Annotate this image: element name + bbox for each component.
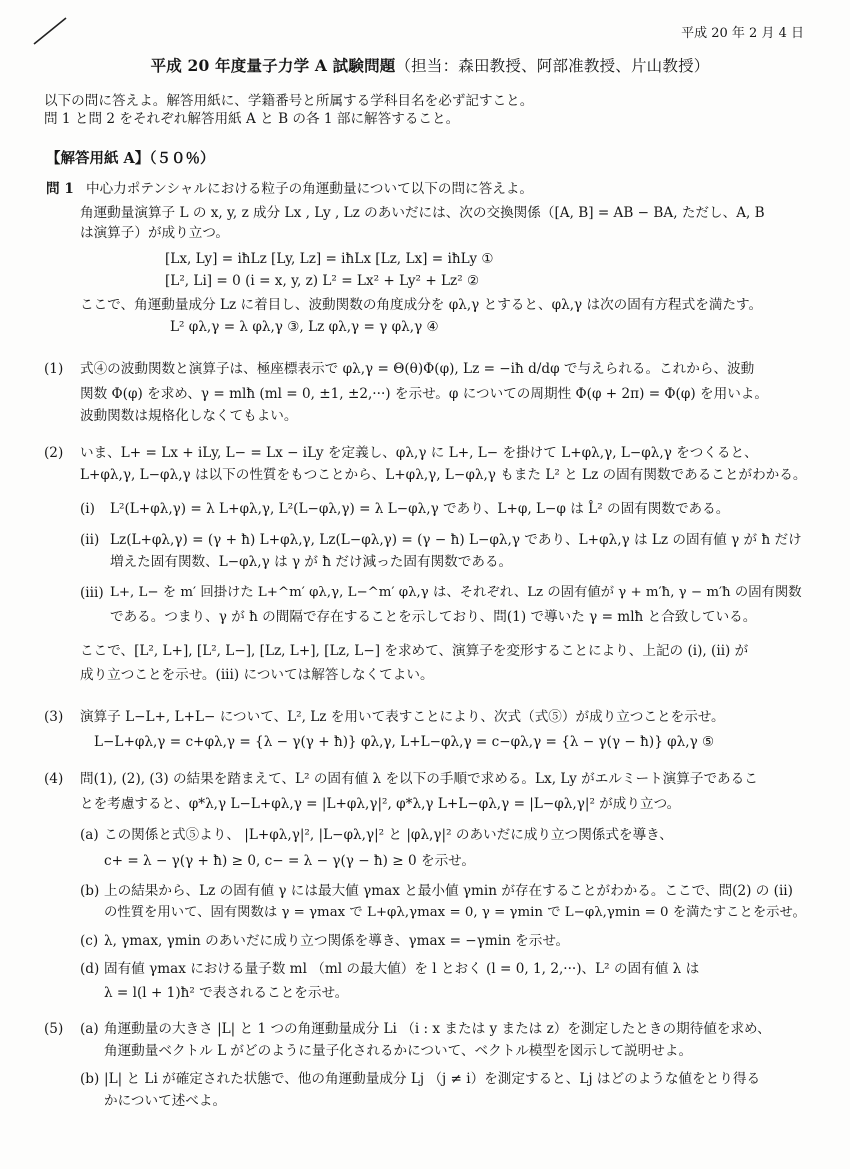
instruction-line-1: 以下の問に答えよ。解答用紙に、学籍番号と所属する学科目名を必ず記すこと。 (44, 93, 534, 109)
item-4-c-num: (c) (80, 933, 99, 949)
item-5-b-num: (b) (80, 1071, 100, 1087)
item-1-line-2: 関数 Φ(φ) を求め、γ = mlħ (ml = 0, ±1, ±2,···) を示せ。φ についての周期性 Φ(φ + 2π) = Φ(φ) を用いよ。 (80, 386, 768, 402)
item-4-a-num: (a) (80, 827, 99, 843)
item-2-ii-num: (ii) (80, 532, 100, 548)
eigen-equations: L² φλ,γ = λ φλ,γ ③, Lz φλ,γ = γ φλ,γ ④ (170, 319, 439, 335)
item-4-d-line-1: 固有値 γmax における量子数 ml （ml の最大値）を l とおく (l = 0, 1, 2,···)、L² の固有値 λ は (104, 961, 700, 977)
item-5-num: (5) (44, 1021, 64, 1037)
item-2-line-1: いま、L+ = Lx + iLy, L− = Lx − iLy を定義し、φλ,γ に L+, L− を掛けて L+φλ,γ, L−φλ,γ をつくると、 (80, 445, 758, 461)
item-5-a-num: (a) (80, 1021, 99, 1037)
item-2-ii-line-2: 増えた固有関数、L−φλ,γ は γ が ħ だけ減った固有関数である。 (110, 554, 513, 570)
problem-1-intro: 中心力ポテンシャルにおける粒子の角運動量について以下の問に答えよ。 (86, 181, 534, 197)
commutation-relation-1: [Lx, Ly] = iħLz [Ly, Lz] = iħLx [Lz, Lx] = iħLy ① (165, 251, 494, 267)
item-5-a-line-2: 角運動量ベクトル L がどのように量子化されるかについて、ベクトル模型を図示して説明せよ。 (104, 1043, 693, 1059)
item-3-equation-5: L−L+φλ,γ = c+φλ,γ = {λ − γ(γ + ħ)} φλ,γ, L+L−φλ,γ = c−φλ,γ = {λ − γ(γ − ħ)} φλ,γ ⑤ (94, 734, 715, 750)
exam-title (110, 54, 750, 76)
item-2-iii-num: (iii) (80, 585, 104, 601)
item-5-a-line-1: 角運動量の大きさ |L| と 1 つの角運動量成分 Li （i : x または y または z）を測定したときの期待値を求め、 (104, 1021, 771, 1037)
item-1-line-1: 式④の波動関数と演算子は、極座標表示で φλ,γ = Θ(θ)Φ(φ), Lz = −iħ d/dφ で与えられる。これから、波動 (80, 361, 755, 377)
item-4-b-line-1: 上の結果から、Lz の固有値 γ には最大値 γmax と最小値 γmin が存在することがわかる。ここで、問(2) の (ii) (104, 883, 793, 899)
item-2-num: (2) (44, 445, 64, 461)
item-2-i-line-1: L²(L+φλ,γ) = λ L+φλ,γ, L²(L−φλ,γ) = λ L−φλ,γ であり、L+φ, L−φ は L̂² の固有関数である。 (110, 501, 730, 517)
item-1-num: (1) (44, 361, 64, 377)
problem-1-label: 問 1 (46, 181, 74, 197)
item-2-iii-line-1: L+, L− を m′ 回掛けた L+^m′ φλ,γ, L−^m′ φλ,γ は、それぞれ、Lz の固有値が γ + m′ħ, γ − m′ħ の固有関数 (110, 585, 802, 600)
item-4-d-line-2: λ = l(l + 1)ħ² で表されることを示せ。 (104, 985, 349, 1001)
item-3-line-1: 演算子 L−L+, L+L− について、L², Lz を用いて表すことにより、次式（式⑤）が成り立つことを示せ。 (80, 709, 725, 725)
item-2-after-line-2: 成り立つことを示せ。(iii) については解答しなくてよい。 (80, 667, 434, 683)
problem-1-text-2: は演算子）が成り立つ。 (80, 225, 229, 241)
pen-stroke-mark (30, 14, 70, 48)
item-3-num: (3) (44, 709, 64, 725)
item-2-iii-line-2: である。つまり、γ が ħ の間隔で存在することを示しており、問(1) で導いた γ = mlħ と合致している。 (110, 609, 757, 625)
item-4-a-line-1: この関係と式⑤より、 |L+φλ,γ|², |L−φλ,γ|² と |φλ,γ|² のあいだに成り立つ関係式を導き、 (104, 827, 673, 843)
item-2-after-line-1: ここで、[L², L+], [L², L−], [Lz, L+], [Lz, L−] を求めて、演算子を変形することにより、上記の (i), (ii) が (80, 643, 749, 659)
item-5-b-line-2: かについて述べよ。 (104, 1093, 227, 1109)
exam-title-main: 平成 20 年度量子力学 A 試験問題 (150, 56, 396, 75)
item-4-b-num: (b) (80, 883, 100, 899)
item-2-ii-line-1: Lz(L+φλ,γ) = (γ + ħ) L+φλ,γ, Lz(L−φλ,γ) = (γ − ħ) L−φλ,γ であり、L+φλ,γ は Lz の固有値 γ が ħ だけ (110, 532, 802, 548)
item-2-i-num: (i) (80, 501, 95, 517)
item-4-num: (4) (44, 771, 64, 787)
instruction-line-2: 問 1 と問 2 をそれぞれ解答用紙 A と B の各 1 部に解答すること。 (44, 111, 460, 127)
item-4-b-line-2: の性質を用いて、固有関数は γ = γmax で L+φλ,γmax = 0, γ = γmin で L−φλ,γmin = 0 を満たすことを示せ。 (104, 905, 806, 920)
commutation-relation-2: [L², Li] = 0 (i = x, y, z) L² = Lx² + Ly² + Lz² ② (165, 273, 480, 289)
problem-1-text-1: 角運動量演算子 L の x, y, z 成分 Lx , Ly , Lz のあいだには、次の交換関係（[A, B] = AB − BA, ただし、A, B (80, 205, 765, 221)
item-2-line-2: L+φλ,γ, L−φλ,γ は以下の性質をもつことから、L+φλ,γ, L−φλ,γ もまた L² と Lz の固有関数であることがわかる。 (80, 467, 807, 483)
item-4-a-line-2: c+ = λ − γ(γ + ħ) ≥ 0, c− = λ − γ(γ − ħ) ≥ 0 を示せ。 (104, 853, 475, 869)
problem-1-text-3: ここで、角運動量成分 Lz に着目し、波動関数の角度成分を φλ,γ とすると、φλ,γ は次の固有方程式を満たす。 (80, 297, 763, 313)
item-5-b-line-1: |L| と Li が確定された状態で、他の角運動量成分 Lj （j ≠ i）を測定すると、Lj はどのような値をとり得る (104, 1071, 761, 1087)
item-4-c-line-1: λ, γmax, γmin のあいだに成り立つ関係を導き、γmax = −γmin を示せ。 (104, 933, 570, 949)
exam-title-instructors: （担当：森田教授、阿部准教授、片山教授） (395, 57, 710, 75)
exam-date: 平成 20 年 2 月 4 日 (681, 26, 804, 41)
item-4-line-2: とを考慮すると、φ*λ,γ L−L+φλ,γ = |L+φλ,γ|², φ*λ,γ L+L−φλ,γ = |L−φλ,γ|² が成り立つ。 (80, 796, 681, 812)
item-4-d-num: (d) (80, 961, 100, 977)
item-4-line-1: 問(1), (2), (3) の結果を踏まえて、L² の固有値 λ を以下の手順で求める。Lx, Ly がエルミート演算子であるこ (80, 771, 758, 787)
answer-sheet-a-heading: 【解答用紙 A】（５０％） (46, 150, 215, 167)
item-1-line-3: 波動関数は規格化しなくてもよい。 (80, 408, 298, 424)
